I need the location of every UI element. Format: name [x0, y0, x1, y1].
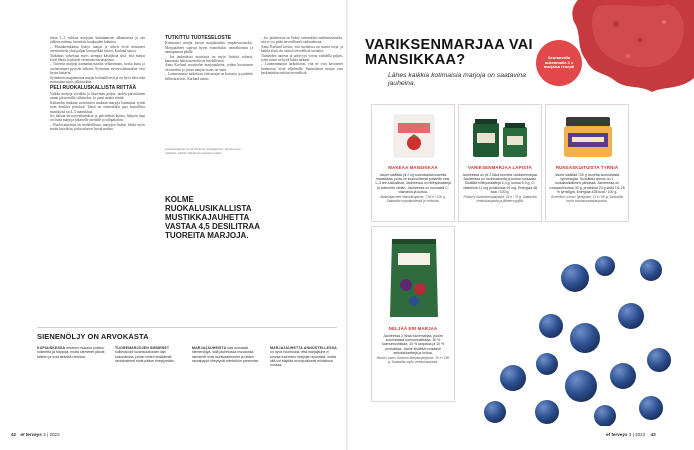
strawberry-powder-package-image: [376, 109, 452, 161]
product-title: RUNSASKUITUISTA TYRNIÄ: [555, 165, 619, 170]
box-column-label: KUPIAISKESSA: [37, 346, 66, 350]
recipe-badge-text: Seuraavalla aukeamalla 3 x marjaisa resepti: [543, 54, 575, 70]
paragraph: ensin 1–3 viikkoa marjojen kuluttamisen alkamisesta ja sen jälkeen mittaus toistettiin kuukauden kuluttua.: [50, 36, 145, 45]
product-source: Makeatjauheet Mansikkajauhe, 7,50 e / 100 g. Saatavilla myyntipisteistä ja verkosta.: [380, 195, 446, 203]
divider: [37, 327, 337, 328]
product-card-strawberry: [371, 104, 455, 222]
product-text: Jauheessa 2 litraa tuoremarjaa, puolet suomalaista luomumustikkaa, 30 % luomumustikkaa, 10 % karpaloa ja 10 % puolukkaa. Jauhe sisältää runsaasti antioksidantteja ja kuitua.: [381, 334, 445, 355]
page-number: 42: [11, 432, 17, 437]
box-column-label: MARJAJAUHEISTA: [192, 346, 227, 350]
paragraph: Anna Karlund suosittelee marjajauheita, joiden koostumus on tunnettu ja joissa marjan osuus on suuri.: [165, 63, 253, 72]
article-title: VARIKSENMARJAA VAI MANSIKKAA?: [365, 37, 533, 68]
page-gutter: [346, 0, 348, 450]
paragraph: – Luonnonmarjat tarkoittavat, että ne ovat kasvaneet luonnossa, eivät viljelmillä. Suomalaiset marjat ovat keskimäärin erittäin terveellisiä.: [261, 62, 343, 76]
product-text: Jauheessa on yli 2 kiloa tuoretta variksenmarjaa. Jauheessa on ravintoaineita ja kuitua runsaasti. Sisältää hiilihydraatteja 4,3 g, kuitua 5,3 g, C-vitamiinia 11 mg ja kaliumia 91 mg. Energiaa 48 kcal / 100 g.: [462, 173, 538, 194]
product-description: [375, 173, 451, 204]
product-title: NELJÄÄ ERI MARJAA: [388, 326, 438, 331]
box-column: [192, 346, 262, 363]
box-column-label: MARJAJAUHETTA ANNOSTELLESSA: [270, 346, 337, 350]
paragraph: – Jos jauheeseen on lisätty esimerkiksi makeutusaineita, sitä ei voi pitää terveellisenä vaihtoehtona.: [261, 36, 343, 45]
product-text: Jauhe sisältää yli 2 kg suomalaista tuoretta mansikkaa, josta on luonnollisesti poistettu vesi. 1–3 tee-lusikallista, Jauheessa on hiilihydraatteja ja sokereita vähän. Jauheessa on runsaasti C-vitamiinia ja kuitua.: [375, 173, 451, 194]
magazine-name: et terveys: [20, 432, 42, 437]
paragraph: Jos haluaa terveysvaikutuksia ja päivittäistä kuitua, helpoin tapa on lisätä marjoja jokaiselle aterialle ja välipaloihin.: [50, 113, 145, 123]
crowberry-powder-jars-image: [463, 109, 539, 161]
section-subheading: TUTKITTU TUOTESELOSTE: [165, 35, 232, 41]
issue-number: 3 | 2022: [43, 432, 60, 437]
product-card-four-berries: [371, 226, 455, 402]
section-subheading: PELI RUOKALUSKALLISTA RIITTÄÄ: [50, 85, 137, 92]
box-column: [37, 346, 107, 359]
product-description: [549, 173, 625, 204]
paragraph: Tutkimus vahvistaa myös aiempia käsityksiä siitä, että marjat eivät lihota ja pitävät verensokerin tasaisena.: [50, 53, 145, 63]
article-lede: Lähes kaikkia kotimaisia marjoja on saatavina jauheina.: [388, 72, 526, 87]
product-title: VARIKSENMARJAA LAPISTA: [468, 165, 532, 170]
paragraph: Syöminen tasapainottaa marjat kohtuullisesti ja on hyvä idea sekä muistuttaa myös jälkiruokiin.: [50, 75, 145, 85]
paragraph: Vaikka marjoja syödään ja käytetään paljon, niiden päivittäinen saanti jää monilla vähäiseksi. Jo pieni määrä riittää.: [50, 91, 145, 101]
box-column-text: kulkeutuvat ruoansulatuksen läpi kokonaisina, jolloin niiden sisältämät ravintoaineet eivät pääse imeytymään.: [115, 350, 175, 363]
box-column-text: saa runsaasti siemenöljyä, sillä jauhetussa muodossa siemenet ovat murskaantuneet ja niiden rasvahapot imeytyvät elimistöön paremmin.: [192, 346, 260, 363]
raspberry-powder-image: [568, 0, 694, 92]
issue-number: 3 | 2022: [628, 432, 646, 437]
box-column-text: nesteen mukana poistuu sokereita ja happoja, mutta siemenet jäävät talteen ja ovat tärkeää ravintoa.: [37, 346, 105, 359]
box-heading: SIENENÖLJY ON ARVOKASTA: [37, 332, 149, 341]
page-footer-right: [606, 432, 659, 437]
product-card-crowberry: [458, 104, 542, 222]
box-column: [270, 346, 340, 367]
paragraph: Tuotteiden tuoreus ja säilyvyys voivat vaihdella paljon, joten niistä on hyvä lukea tarkasti.: [261, 53, 343, 63]
body-column-c: [261, 36, 343, 76]
paragraph: – Ruoka-aineisiin on mahdollisuus marjojen lisäksi liittää myös muita kasviksia, jotka tukevat hyvää mahaa.: [50, 122, 145, 132]
paragraph: – Tuoreita marjoja kannattaa nauttia sellaisenaan, koska kuitu ja ravintoaineet pysyvät tallessa. Syömisen terveysvaikutukset ovat hyvin kattavat.: [50, 62, 145, 76]
box-column-label: TUOREMARJOJEN SIEMENET: [115, 346, 170, 350]
product-description: [462, 173, 538, 204]
paragraph: – Jos jauhetuissa tuotteissa on myös lisättyä sokeria, kannattaa lukea tuoteseloste huolellisesti.: [165, 54, 253, 64]
product-text: Jauhe sisältää 700 g tuoretta suomalaista tyrnimarjaa. Suosittelu annos on 1 ruokalusikallinen päivässä. Jauheessa on runsaasti kuitua 33 g, proteiinia 23 g sekä 15–25 % tyrniöljyä. Energiaa 438 kcal / 100 g.: [549, 173, 625, 194]
berry-mix-pouch-image: [376, 231, 452, 323]
box-column: [115, 346, 185, 363]
body-column-a: [50, 36, 145, 132]
paragraph: Kotimaiset marjat tuovat marjakauden ympärivuotiseksi. Marjajauheet sopivat hyvin esimerkiksi smoothieisiin ja aamupuuron päälle.: [165, 41, 253, 55]
paragraph: – Luonnontuote tarkoittaa, että marjat on kuivattu ja jauhettu hellävaraisesti, Karlund sanoo.: [165, 72, 253, 81]
paragraph: – Mustaherukkaan lisätyt marjat ja sokeri eivät nostaneet verensokeria yhtä paljon kuin pelkkä sokeri, Karlund sanoo.: [50, 44, 145, 54]
box-column-text: on hyvä huomioida, että marjajauhe ei korvaa tuoreiden marjojen syömistä, mutta sitä voi käyttää monipuolisesti erilaisissa ruoissa.: [270, 350, 336, 368]
product-description: [375, 334, 451, 365]
paragraph: Anna Karlund kertoo, että tuotteissa on suuria eroja, ja kaikki eivät ole aidosti terveellisiä tuotteita.: [261, 44, 343, 54]
page-number: 43: [650, 432, 656, 437]
product-source: Greenfish Luomu Tyrnijauhe, 11 e / 80 g. Saatavilla myös luontaistuotekaupoista.: [550, 195, 624, 203]
product-source: Finberry Variksenmarjajauhe, 25 e / 70 g. Saatavilla verkkokaupasta ja jälleenmyyjiltä.: [463, 195, 537, 203]
product-title: MAKEAA MANSIKKAA: [388, 165, 438, 170]
pull-quote: KOLME RUOKALUSIKALLISTA MUSTIKKAJAUHETTA VASTAA 4,5 DESILITRAA TUOREITA MARJOJA.: [165, 195, 260, 240]
product-card-sea-buckthorn: [545, 104, 629, 222]
page-footer-left: [11, 432, 60, 437]
sea-buckthorn-powder-jar-image: [550, 109, 626, 161]
blueberries-image: [455, 226, 675, 426]
paragraph: Karlundin mukaan suositusten mukaan marjoja kannattaa syödä noin desilitra päivässä. Tämä on esimerkiksi pari kourallista mustikoita tai 4–5 mansikkaa.: [50, 100, 145, 114]
source-caption: Asiantuntijana: Anna Karlund, tutkijatohtori, Itä-Suomen yliopisto. Lähde: Ravitsemustieteen laitos.: [165, 147, 241, 155]
recipe-badge: [536, 40, 582, 86]
magazine-name: et terveys: [606, 432, 628, 437]
product-source: Biokia Luomu Suomen Marjasuperjauhe, 15 e / 150 g. Saatavilla myös verkkokaupasta.: [376, 356, 450, 364]
body-column-b: [165, 36, 253, 81]
